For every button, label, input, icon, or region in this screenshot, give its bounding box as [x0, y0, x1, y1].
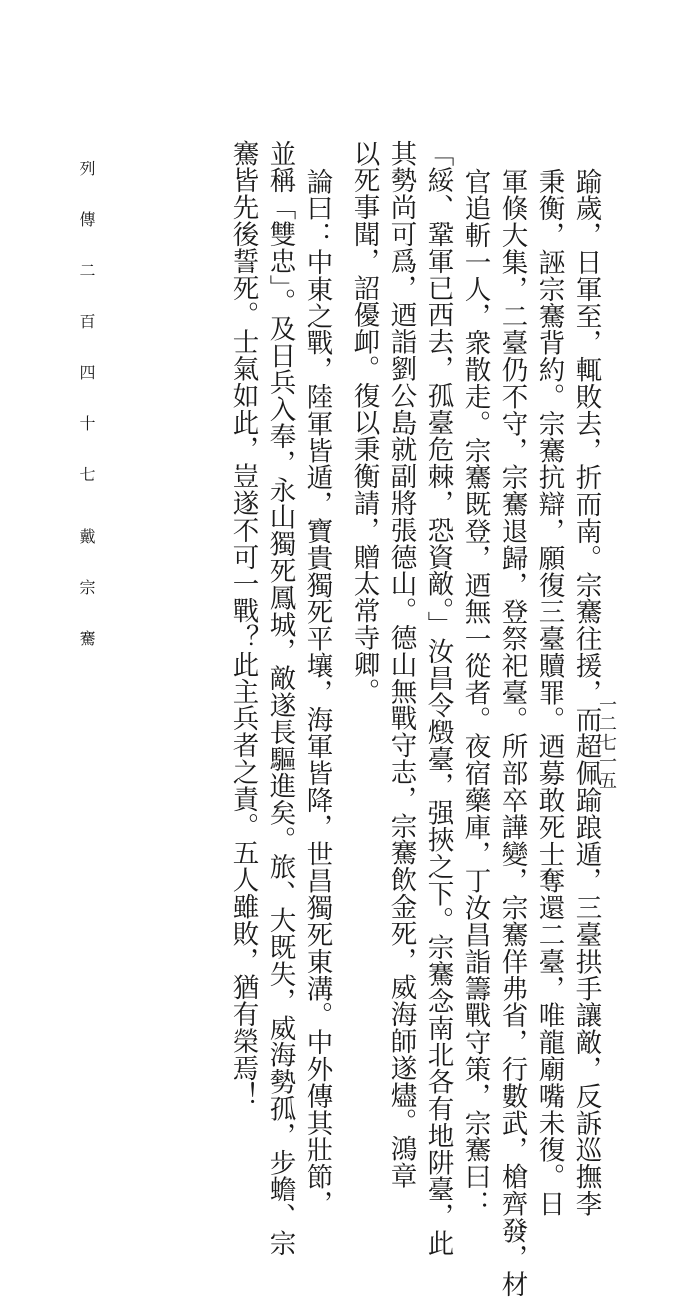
text-column-10: 騫皆先後誓死。士氣如此，豈遂不可一戰？此主兵者之責。五人雖敗，猶有榮焉！ — [227, 140, 259, 1109]
text-column-1: 踰歲，日軍至，輒敗去，折而南。宗騫往援，而超佩踰踉遁，三臺拱手讓敵，反訴巡撫李 — [570, 168, 602, 1218]
text-column-6: 其勢尚可爲，迺詣劉公島就副將張德山。德山無戰守志，宗騫飲金死，威海師遂燼。鴻章 — [385, 140, 417, 1190]
text-column-4: 官追斬一人，衆散走。宗騫既登，迺無一從者。夜宿藥庫，丁汝昌詣籌戰守策，宗騫曰： — [459, 168, 491, 1218]
text-column-9: 並稱「雙忠」。及日兵入奉，永山獨死鳳城，敵遂長驅進矣。旅、大既失，威海勢孤，步蟾、宗 — [264, 140, 296, 1257]
running-header — [78, 160, 94, 654]
text-column-5: 「綏、鞏軍已西去，孤臺危棘，恐資敵。」汝昌令燬臺，强挾之下。宗騫念南北各有地阱臺，此 — [422, 140, 454, 1257]
text-column-2: 秉衡，誣宗騫背約。宗騫抗辯，願復三臺贖罪。迺募敢死士奪還二臺，唯龍廟嘴未復。日 — [533, 168, 565, 1218]
section-label: 列 傳 二 百 四 十 七 — [77, 160, 96, 490]
text-column-8: 論曰：中東之戰，陸軍皆遁，寶貴獨死平壤，海軍皆降，世昌獨死東溝。中外傳其壯節， — [301, 168, 333, 1218]
page-number: 一二七一五 — [596, 695, 617, 790]
biography-name: 戴 宗 騫 — [77, 528, 96, 654]
text-column-7: 以死事聞，詔優卹。復以秉衡請，贈太常寺卿。 — [348, 140, 380, 705]
text-column-3: 軍倏大集，二臺仍不守，宗騫退歸，登祭祀臺。所部卒譁變，宗騫佯弗省，行數武，槍齊發，材 — [496, 168, 528, 1298]
